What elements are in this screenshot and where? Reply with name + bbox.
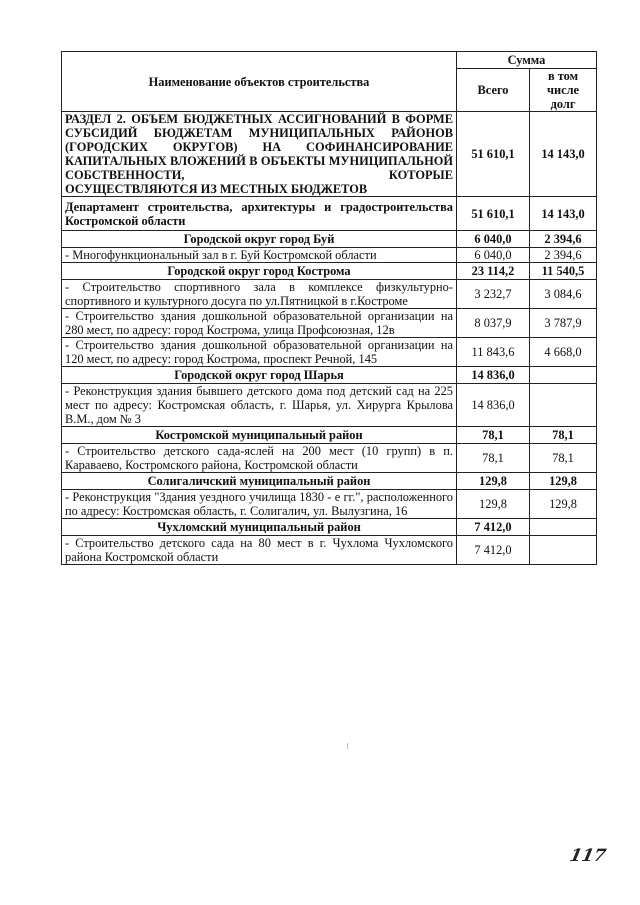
object-row bbox=[62, 384, 597, 427]
object-name: - Строительство детского сада на 80 мест в г. Чухлома Чухломского района Костромской области bbox=[62, 536, 457, 565]
department-name: Департамент строительства, архитектуры и градостроительства Костромской области bbox=[62, 197, 457, 231]
department-debt: 14 143,0 bbox=[530, 197, 597, 231]
object-name: - Строительство здания дошкольной образовательной организации на 120 мест, по адресу: город Кострома, проспект Речной, 145 bbox=[62, 338, 457, 367]
district-row bbox=[62, 231, 597, 248]
divider-mark bbox=[347, 743, 348, 749]
row-total: 6 040,0 bbox=[457, 231, 530, 248]
district-name: Городской округ город Шарья bbox=[62, 367, 457, 384]
row-debt: 2 394,6 bbox=[530, 248, 597, 263]
row-debt: 4 668,0 bbox=[530, 338, 597, 367]
row-debt: 3 787,9 bbox=[530, 309, 597, 338]
section-title bbox=[62, 112, 457, 197]
section-debt: 14 143,0 bbox=[530, 112, 597, 197]
district-name: Городской округ город Кострома bbox=[62, 263, 457, 280]
row-debt bbox=[530, 384, 597, 427]
row-total: 7 412,0 bbox=[457, 536, 530, 565]
district-row bbox=[62, 263, 597, 280]
row-debt bbox=[530, 367, 597, 384]
budget-table bbox=[61, 51, 597, 565]
district-name: Костромской муниципальный район bbox=[62, 427, 457, 444]
header-total-column: Всего bbox=[457, 69, 530, 112]
header-sum-column: Сумма bbox=[457, 52, 597, 69]
row-total: 11 843,6 bbox=[457, 338, 530, 367]
department-total: 51 610,1 bbox=[457, 197, 530, 231]
district-name: Солигаличский муниципальный район bbox=[62, 473, 457, 490]
row-debt: 11 540,5 bbox=[530, 263, 597, 280]
section-row bbox=[62, 112, 597, 197]
row-debt: 2 394,6 bbox=[530, 231, 597, 248]
row-debt: 78,1 bbox=[530, 427, 597, 444]
row-debt bbox=[530, 519, 597, 536]
row-total: 78,1 bbox=[457, 444, 530, 473]
section-total: 51 610,1 bbox=[457, 112, 530, 197]
row-debt: 78,1 bbox=[530, 444, 597, 473]
object-row bbox=[62, 309, 597, 338]
department-row bbox=[62, 197, 597, 231]
object-row bbox=[62, 490, 597, 519]
object-name: - Строительство здания дошкольной образовательной организации на 280 мест, по адресу: город Кострома, улица Профсоюзная, 12в bbox=[62, 309, 457, 338]
row-total: 14 836,0 bbox=[457, 367, 530, 384]
district-row bbox=[62, 473, 597, 490]
row-total: 8 037,9 bbox=[457, 309, 530, 338]
object-name: - Реконструкция здания бывшего детского дома под детский сад на 225 мест по адресу: Костромская область, г. Шарья, ул. Хирурга Крылова В.М., дом № 3 bbox=[62, 384, 457, 427]
object-name: - Многофункциональный зал в г. Буй Костромской области bbox=[62, 248, 457, 263]
row-total: 78,1 bbox=[457, 427, 530, 444]
object-row bbox=[62, 248, 597, 263]
row-total: 6 040,0 bbox=[457, 248, 530, 263]
row-total: 14 836,0 bbox=[457, 384, 530, 427]
row-debt bbox=[530, 536, 597, 565]
district-row bbox=[62, 427, 597, 444]
row-debt: 129,8 bbox=[530, 473, 597, 490]
row-total: 7 412,0 bbox=[457, 519, 530, 536]
row-debt: 129,8 bbox=[530, 490, 597, 519]
object-name: - Строительство детского сада-яслей на 200 мест (10 групп) в п. Караваево, Костромского района, Костромской области bbox=[62, 444, 457, 473]
section-title-text: РАЗДЕЛ 2. ОБЪЕМ БЮДЖЕТНЫХ АССИГНОВАНИЙ В ФОРМЕ СУБСИДИЙ БЮДЖЕТАМ МУНИЦИПАЛЬНЫХ РАЙОНОВ (ГОРОДСКИХ ОКРУГОВ) НА СОФИНАНСИРОВАНИЕ КАПИТАЛЬНЫХ ВЛОЖЕНИЙ В ОБЪЕКТЫ МУНИЦИПАЛЬНОЙ СОБСТВЕННОСТИ, КОТОРЫЕ bbox=[65, 112, 453, 182]
object-row bbox=[62, 338, 597, 367]
row-total: 23 114,2 bbox=[457, 263, 530, 280]
district-name: Городской округ город Буй bbox=[62, 231, 457, 248]
header-debt-column: в том числе долг bbox=[530, 69, 597, 112]
row-total: 129,8 bbox=[457, 490, 530, 519]
object-name: - Реконструкция "Здания уездного училища 1830 - е гг.", расположенного по адресу: Костромская область, г. Солигалич, ул. Вылузгина, 16 bbox=[62, 490, 457, 519]
header-name-column: Наименование объектов строительства bbox=[62, 52, 457, 112]
object-name: - Строительство спортивного зала в комплексе физкультурно-спортивного и культурного досуга по ул.Пятницкой в г.Костроме bbox=[62, 280, 457, 309]
object-row bbox=[62, 444, 597, 473]
row-total: 129,8 bbox=[457, 473, 530, 490]
district-name: Чухломский муниципальный район bbox=[62, 519, 457, 536]
row-debt: 3 084,6 bbox=[530, 280, 597, 309]
page-number: 117 bbox=[567, 846, 608, 866]
object-row bbox=[62, 536, 597, 565]
section-title-last-line: ОСУЩЕСТВЛЯЮТСЯ ИЗ МЕСТНЫХ БЮДЖЕТОВ bbox=[65, 182, 368, 196]
object-row bbox=[62, 280, 597, 309]
district-row bbox=[62, 519, 597, 536]
district-row bbox=[62, 367, 597, 384]
row-total: 3 232,7 bbox=[457, 280, 530, 309]
